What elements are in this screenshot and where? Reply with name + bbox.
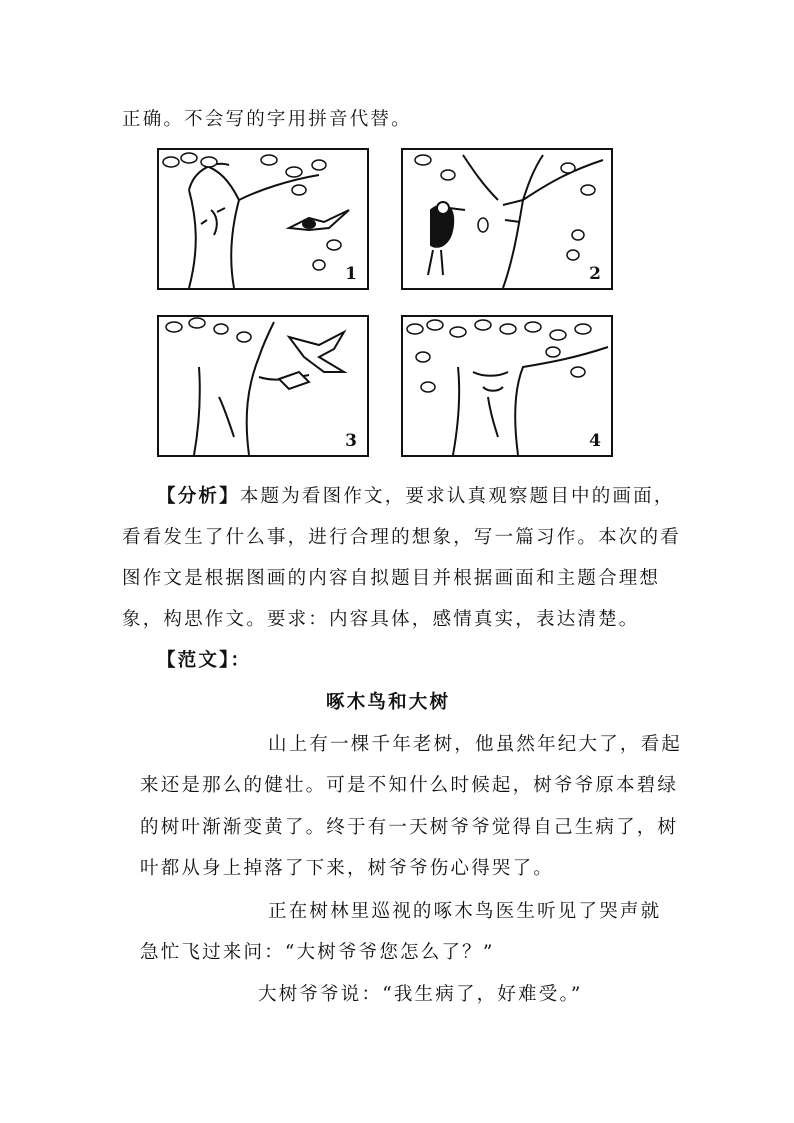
woodpecker-pecking-illustration xyxy=(403,150,611,288)
essay-label: 【范文】： xyxy=(157,650,252,671)
analysis-line-1 xyxy=(157,482,675,508)
analysis-label: 【分析】 xyxy=(157,486,240,507)
essay-para-2-line-1: 正在树林里巡视的啄木鸟医生听见了哭声就 xyxy=(268,901,662,922)
intro-text: 正确。不会写的字用拼音代替。 xyxy=(122,109,412,130)
illustration-panel-3 xyxy=(157,315,369,457)
analysis-line-2: 看看发生了什么事，进行合理的想象，写一篇习作。本次的看 xyxy=(122,527,681,548)
happy-tree-illustration xyxy=(403,317,611,455)
essay-para-1-line-3: 的树叶渐渐变黄了。终于有一天树爷爷觉得自己生病了，树 xyxy=(140,817,679,838)
analysis-line-4: 象，构思作文。要求：内容具体，感情真实，表达清楚。 xyxy=(122,609,640,630)
panel-number: 4 xyxy=(589,431,601,451)
bird-flying-away-illustration xyxy=(159,317,367,455)
essay-para-1-line-2: 来还是那么的健壮。可是不知什么时候起，树爷爷原本碧绿 xyxy=(140,775,679,796)
tree-woodpecker-illustration xyxy=(159,150,367,288)
panel-number: 3 xyxy=(345,431,357,451)
analysis-line-3: 图作文是根据图画的内容自拟题目并根据画面和主题合理想 xyxy=(122,568,661,589)
essay-para-2-line-2: 急忙飞过来问：“大树爷爷您怎么了？” xyxy=(140,942,495,963)
essay-para-1-line-1: 山上有一棵千年老树，他虽然年纪大了，看起 xyxy=(268,734,683,755)
illustration-panel-4 xyxy=(401,315,613,457)
analysis-text-1: 本题为看图作文，要求认真观察题目中的画面， xyxy=(239,486,675,507)
essay-para-3-line-1: 大树爷爷说：“我生病了，好难受。” xyxy=(258,984,583,1005)
illustration-panel-1 xyxy=(157,148,369,290)
panel-number: 2 xyxy=(589,264,601,284)
essay-para-1-line-4: 叶都从身上掉落了下来，树爷爷伤心得哭了。 xyxy=(140,858,555,879)
panel-number: 1 xyxy=(345,264,357,284)
essay-title: 啄木鸟和大树 xyxy=(326,692,451,713)
illustration-panel-2 xyxy=(401,148,613,290)
